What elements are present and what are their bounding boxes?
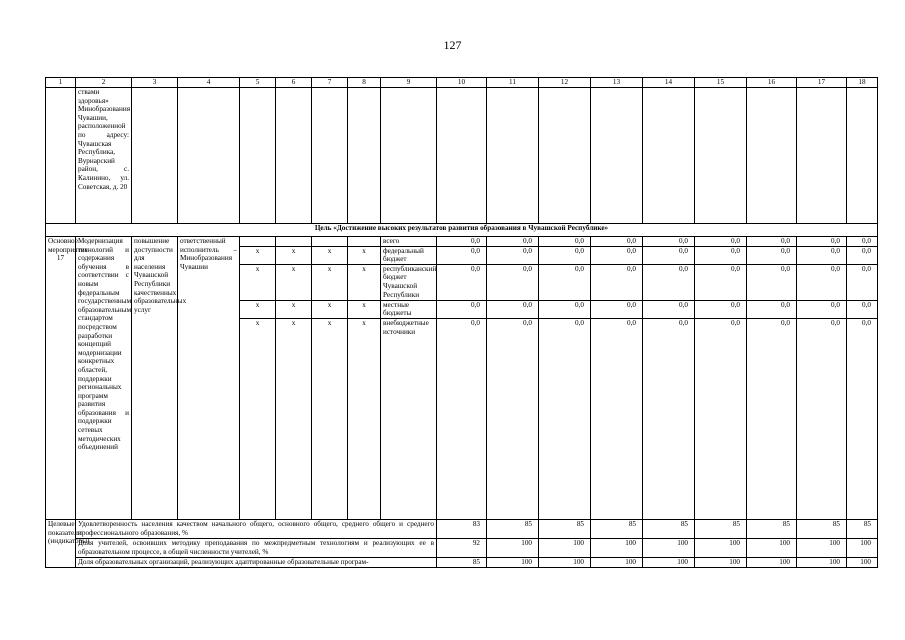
funding-value-cell: 0,0 (847, 237, 878, 247)
indicator-row (46, 557, 878, 567)
event-description-cell: Модернизация технологий и содержания обучения в соответствии с новым федеральным государственным образовательным стандартом посредством разработки концепций модернизации конкретных областей, поддержки региональных программ развития образования и поддержки сетевых методических объединений (76, 237, 132, 520)
header-cell: 11 (487, 78, 539, 88)
event-executor-cell: ответственный исполнитель – Минобразования Чувашии (178, 237, 240, 520)
budget-code-cell: x (348, 246, 381, 264)
indicator-value-cell: 100 (695, 538, 747, 557)
funding-value-cell: 0,0 (487, 264, 539, 300)
budget-code-cell: x (240, 264, 276, 300)
header-cell: 8 (348, 78, 381, 88)
funding-value-cell: 0,0 (797, 264, 847, 300)
header-cell: 13 (591, 78, 643, 88)
funding-value-cell: 0,0 (847, 300, 878, 318)
indicator-value-cell: 100 (539, 538, 591, 557)
header-cell: 10 (437, 78, 487, 88)
indicator-value-cell: 85 (797, 519, 847, 538)
funding-value-cell: 0,0 (747, 246, 797, 264)
header-cell: 17 (797, 78, 847, 88)
funding-value-cell: 0,0 (539, 246, 591, 264)
indicator-row (46, 538, 878, 557)
indicator-value-cell: 100 (591, 538, 643, 557)
indicator-value-cell: 85 (643, 519, 695, 538)
budget-code-cell: x (348, 264, 381, 300)
indicator-value-cell: 100 (747, 557, 797, 567)
header-cell: 2 (76, 78, 132, 88)
funding-value-cell: 0,0 (539, 318, 591, 519)
indicator-text-cell: Доля образовательных организаций, реализующих адаптированные образовательные програм- (76, 557, 437, 567)
funding-value-cell: 0,0 (539, 300, 591, 318)
budget-code-cell: x (348, 318, 381, 519)
program-table (45, 77, 878, 568)
indicator-value-cell: 100 (797, 538, 847, 557)
continuation-row (46, 88, 878, 224)
budget-code-cell: x (276, 318, 312, 519)
indicator-value-cell: 85 (747, 519, 797, 538)
funding-value-cell: 0,0 (437, 246, 487, 264)
header-cell: 18 (847, 78, 878, 88)
indicator-text-cell: Удовлетворенность населения качеством начального общего, основного общего, среднего общего и среднего профессионального образования, % (76, 519, 437, 538)
budget-code-cell: x (276, 300, 312, 318)
funding-value-cell: 0,0 (643, 264, 695, 300)
header-cell: 5 (240, 78, 276, 88)
funding-value-cell: 0,0 (747, 318, 797, 519)
goal-row (46, 224, 878, 237)
funding-value-cell: 0,0 (695, 318, 747, 519)
indicator-value-cell: 100 (643, 538, 695, 557)
funding-value-cell: 0,0 (847, 264, 878, 300)
funding-value-cell: 0,0 (643, 237, 695, 247)
funding-source-cell: внебюджетные источники (381, 318, 437, 519)
budget-code-cell: x (276, 246, 312, 264)
indicator-row (46, 519, 878, 538)
budget-code-cell: x (240, 246, 276, 264)
funding-value-cell: 0,0 (539, 237, 591, 247)
budget-code-cell (276, 237, 312, 247)
funding-value-cell: 0,0 (695, 237, 747, 247)
indicator-value-cell: 92 (437, 538, 487, 557)
indicators-block (46, 519, 878, 567)
funding-value-cell: 0,0 (695, 300, 747, 318)
budget-code-cell (312, 237, 348, 247)
indicator-value-cell: 83 (437, 519, 487, 538)
header-cell: 7 (312, 78, 348, 88)
funding-value-cell: 0,0 (643, 318, 695, 519)
header-cell: 4 (178, 78, 240, 88)
event-result-cell: повышение доступности для населения Чувашской Республики качественных образовательных услуг (132, 237, 178, 520)
funding-value-cell: 0,0 (591, 264, 643, 300)
budget-code-cell: x (276, 264, 312, 300)
indicator-value-cell: 100 (847, 538, 878, 557)
funding-value-cell: 0,0 (797, 246, 847, 264)
budget-code-cell: x (240, 300, 276, 318)
funding-value-cell: 0,0 (847, 246, 878, 264)
indicator-value-cell: 100 (591, 557, 643, 567)
budget-code-cell (240, 237, 276, 247)
funding-value-cell: 0,0 (747, 300, 797, 318)
goal-title: Цель «Достижение высоких результатов развития образования в Чувашской Республике» (46, 224, 878, 237)
header-cell: 1 (46, 78, 76, 88)
budget-code-cell: x (312, 318, 348, 519)
funding-value-cell: 0,0 (487, 237, 539, 247)
funding-value-cell: 0,0 (695, 246, 747, 264)
indicator-value-cell: 100 (487, 557, 539, 567)
funding-value-cell: 0,0 (487, 318, 539, 519)
header-row (46, 78, 878, 88)
funding-value-cell: 0,0 (643, 246, 695, 264)
event-name-cell: Основное мероприятие 17 (46, 237, 76, 520)
location-cell: ствами здоровья» Минобразования Чувашии, расположенной по адресу: Чувашская Республика, Вурнарский район, с. Калинино, ул. Советская, д. 20 (76, 88, 132, 224)
funding-value-cell: 0,0 (747, 264, 797, 300)
budget-code-cell: x (312, 246, 348, 264)
indicator-value-cell: 100 (747, 538, 797, 557)
budget-code-cell: x (348, 300, 381, 318)
indicator-value-cell: 100 (643, 557, 695, 567)
indicator-value-cell: 85 (847, 519, 878, 538)
funding-value-cell: 0,0 (797, 318, 847, 519)
funding-source-cell: республиканский бюджет Чувашской Республики (381, 264, 437, 300)
indicator-value-cell: 85 (591, 519, 643, 538)
funding-source-cell: федеральный бюджет (381, 246, 437, 264)
funding-value-cell: 0,0 (437, 300, 487, 318)
indicator-value-cell: 85 (539, 519, 591, 538)
funding-value-cell: 0,0 (539, 264, 591, 300)
header-cell: 12 (539, 78, 591, 88)
funding-value-cell: 0,0 (695, 264, 747, 300)
funding-value-cell: 0,0 (437, 237, 487, 247)
funding-value-cell: 0,0 (591, 318, 643, 519)
budget-code-cell: x (312, 300, 348, 318)
indicator-text-cell: Доля учителей, освоивших методику преподавания по межпредметным технологиям и реализующих ее в образовательном процессе, в общей численности учителей, % (76, 538, 437, 557)
indicator-value-cell: 100 (487, 538, 539, 557)
indicator-value-cell: 100 (797, 557, 847, 567)
header-cell: 15 (695, 78, 747, 88)
indicator-value-cell: 100 (847, 557, 878, 567)
budget-code-cell (348, 237, 381, 247)
indicator-value-cell: 85 (695, 519, 747, 538)
funding-value-cell: 0,0 (643, 300, 695, 318)
header-cell: 3 (132, 78, 178, 88)
funding-value-cell: 0,0 (437, 318, 487, 519)
funding-value-cell: 0,0 (797, 300, 847, 318)
funding-row (46, 237, 878, 247)
page-number: 127 (443, 38, 462, 52)
header-cell: 6 (276, 78, 312, 88)
header-cell: 9 (381, 78, 437, 88)
indicator-value-cell: 85 (487, 519, 539, 538)
funding-block (46, 237, 878, 520)
funding-value-cell: 0,0 (847, 318, 878, 519)
funding-source-cell: местные бюджеты (381, 300, 437, 318)
indicator-value-cell: 100 (695, 557, 747, 567)
budget-code-cell: x (312, 264, 348, 300)
funding-value-cell: 0,0 (487, 300, 539, 318)
funding-value-cell: 0,0 (487, 246, 539, 264)
cell (46, 88, 76, 224)
indicators-label-cell: Целевые показатели (индикаторы) (46, 519, 76, 567)
funding-value-cell: 0,0 (747, 237, 797, 247)
funding-value-cell: 0,0 (797, 237, 847, 247)
funding-value-cell: 0,0 (437, 264, 487, 300)
budget-code-cell: x (240, 318, 276, 519)
funding-source-cell: всего (381, 237, 437, 247)
funding-value-cell: 0,0 (591, 246, 643, 264)
indicator-value-cell: 85 (437, 557, 487, 567)
funding-value-cell: 0,0 (591, 237, 643, 247)
header-cell: 14 (643, 78, 695, 88)
header-cell: 16 (747, 78, 797, 88)
funding-value-cell: 0,0 (591, 300, 643, 318)
indicator-value-cell: 100 (539, 557, 591, 567)
